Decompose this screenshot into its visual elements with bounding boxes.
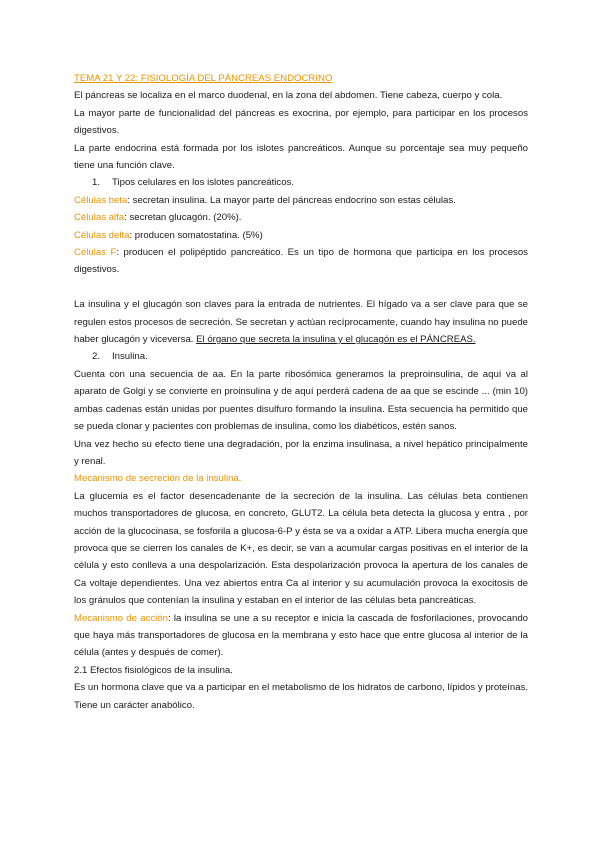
- cell-type-name: Células delta: [74, 229, 130, 241]
- cell-type-name: Células alfa: [74, 212, 125, 224]
- cell-type-desc: : producen el polipéptido pancreático. Es un tipo de hormona que participa en los procesos digestivos.: [74, 247, 528, 276]
- cell-type-item: [74, 209, 528, 226]
- section-heading-2-1: 2.1 Efectos fisiológicos de la insulina.: [74, 664, 233, 676]
- section-heading-2: [74, 348, 528, 365]
- section-title: Insulina.: [112, 351, 148, 363]
- accion-label: Mecanismo de acción: [74, 612, 168, 624]
- section-heading-1: [74, 174, 528, 191]
- accion-text: : la insulina se une a su receptor e inicia la cascada de fosforilaciones, provocando que haya más transportadores de glucosa en la membrana y esto hace que entre glucosa al interior de la célula (antes y después de comer).: [74, 612, 528, 659]
- cell-type-item: [74, 227, 528, 244]
- intro-paragraph: La mayor parte de funcionalidad del páncreas es exocrina, por ejemplo, para participar en los procesos digestivos.: [74, 107, 528, 137]
- claves-text: La insulina y el glucagón son claves para la entrada de nutrientes. El hígado va a ser clave para que se regulen estos procesos de secreción. Se secretan y actúan recíprocamente, cuando hay insulina no puede haber glucagón y viceversa.: [74, 299, 528, 346]
- cell-type-desc: : producen somatostatina. (5%): [129, 229, 263, 241]
- cell-type-item: [74, 192, 528, 209]
- cell-type-desc: : secretan glucagón. (20%).: [124, 212, 242, 224]
- section-number: 2.: [92, 351, 101, 363]
- intro-paragraph: El páncreas se localiza en el marco duodenal, en la zona del abdomen. Tiene cabeza, cuerpo y cola.: [74, 90, 503, 102]
- insulina-paragraph: Cuenta con una secuencia de aa. En la parte ribosómica generamos la preproinsulina, de aquí va al aparato de Golgi y se convierte en proinsulina y de aquí perderá cadena de aa que se escinde ... (min 10) ambas cadenas están unidas por puentes disulfuro formando la insulina. Esta secuencia ha permitido que se pueda clonar y pacientes con problemas de insulina, como los diabéticos, estén sanos.: [74, 368, 528, 433]
- claves-underlined: El órgano que secreta la insulina y el glucagón es el PÁNCREAS.: [196, 334, 476, 346]
- insulina-paragraph: Una vez hecho su efecto tiene una degradación, por la enzima insulinasa, a nivel hepático principalmente y renal.: [74, 438, 528, 467]
- subsection-heading: Mecanismo de secreción de la insulina.: [74, 473, 242, 485]
- cell-type-item: [74, 244, 528, 279]
- claves-paragraph: [74, 296, 528, 348]
- secrecion-paragraph: La glucemia es el factor desencadenante de la secreción de la insulina. Las células beta contienen muchos transportadores de glucosa, en concreto, GLUT2. La célula beta detecta la glucosa y entra , por acción de la glucocinasa, se fosforila a glucosa-6-P y ésta se va a oxidar a ATP. Libera mucha energía que provoca que se cierren los canales de K+, es decir, se van a acumular cargas positivas en el interior de la célula y esto conlleva a una despolarización. Esta despolarización provoca la apertura de los canales de Ca voltaje dependientes. Una vez abiertos entra Ca al interior y su acumulación provoca la exocitosis de los gránulos que contenían la insulina y estaban en el interior de las células beta pancreáticas.: [74, 490, 528, 607]
- section-title: Tipos celulares en los islotes pancreáticos.: [112, 177, 295, 189]
- blank-line: [74, 279, 528, 296]
- section-number: 1.: [92, 177, 101, 189]
- cell-type-desc: : secretan insulina. La mayor parte del páncreas endocrino son estas células.: [127, 194, 456, 206]
- document-title: TEMA 21 Y 22: FISIOLOGÍA DEL PÁNCREAS ENDOCRINO: [74, 73, 333, 84]
- efectos-paragraph: Es un hormona clave que va a participar en el metabolismo de los hidratos de carbono, lípidos y proteínas. Tiene un carácter anabólico.: [74, 682, 528, 711]
- cell-type-name: Células F: [74, 247, 117, 259]
- intro-paragraph: La parte endocrina está formada por los islotes pancreáticos. Aunque su porcentaje sea muy pequeño tiene una función clave.: [74, 142, 528, 172]
- accion-paragraph: [74, 610, 528, 662]
- cell-type-name: Células beta: [74, 194, 128, 206]
